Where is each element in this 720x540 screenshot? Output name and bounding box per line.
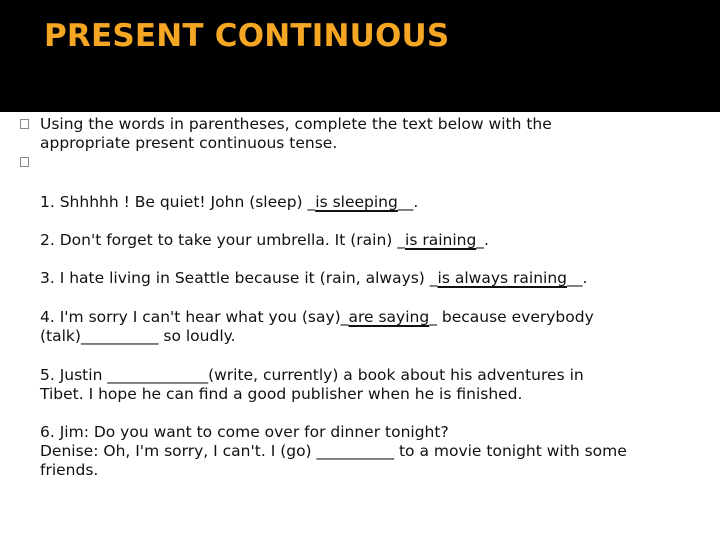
exercise-item-2 bbox=[40, 231, 489, 249]
exercise-item-6-line-3: friends. bbox=[40, 461, 99, 479]
exercise-item-5: 5. Justin _____________(write, currently) a book about his adventures in bbox=[40, 366, 584, 384]
exercise-item-4 bbox=[40, 308, 594, 326]
item-1-prompt: 1. Shhhhh ! Be quiet! John (sleep) _ bbox=[40, 193, 316, 211]
exercise-item-4-line-2: (talk)__________ so loudly. bbox=[40, 327, 236, 345]
item-2-end: _. bbox=[476, 231, 489, 249]
item-4-answer: are saying bbox=[348, 308, 430, 326]
slide-title: PRESENT CONTINUOUS bbox=[44, 18, 450, 54]
item-1-end: __. bbox=[397, 193, 419, 211]
item-3-answer: is always raining bbox=[437, 269, 567, 287]
item-3-prompt: 3. I hate living in Seattle because it (rain, always) _ bbox=[40, 269, 438, 287]
item-2-answer: is raining bbox=[405, 231, 477, 249]
item-2-prompt: 2. Don't forget to take your umbrella. It (rain) _ bbox=[40, 231, 406, 249]
exercise-item-1 bbox=[40, 193, 418, 211]
instructions-line-2: appropriate present continuous tense. bbox=[40, 134, 338, 152]
item-1-answer: is sleeping bbox=[315, 193, 398, 211]
item-3-end: __. bbox=[566, 269, 588, 287]
exercise-item-3 bbox=[40, 269, 587, 287]
instructions-line-1: Using the words in parentheses, complete the text below with the bbox=[40, 115, 552, 133]
exercise-item-6-line-2: Denise: Oh, I'm sorry, I can't. I (go) __________ to a movie tonight with some bbox=[40, 442, 627, 460]
bullet-icon bbox=[20, 119, 29, 129]
exercise-item-6: 6. Jim: Do you want to come over for dinner tonight? bbox=[40, 423, 449, 441]
item-4-end: _ because everybody bbox=[429, 308, 594, 326]
title-bar bbox=[0, 0, 720, 112]
exercise-item-5-line-2: Tibet. I hope he can find a good publisher when he is finished. bbox=[40, 385, 523, 403]
item-4-prompt: 4. I'm sorry I can't hear what you (say)_ bbox=[40, 308, 349, 326]
bullet-icon bbox=[20, 157, 29, 167]
